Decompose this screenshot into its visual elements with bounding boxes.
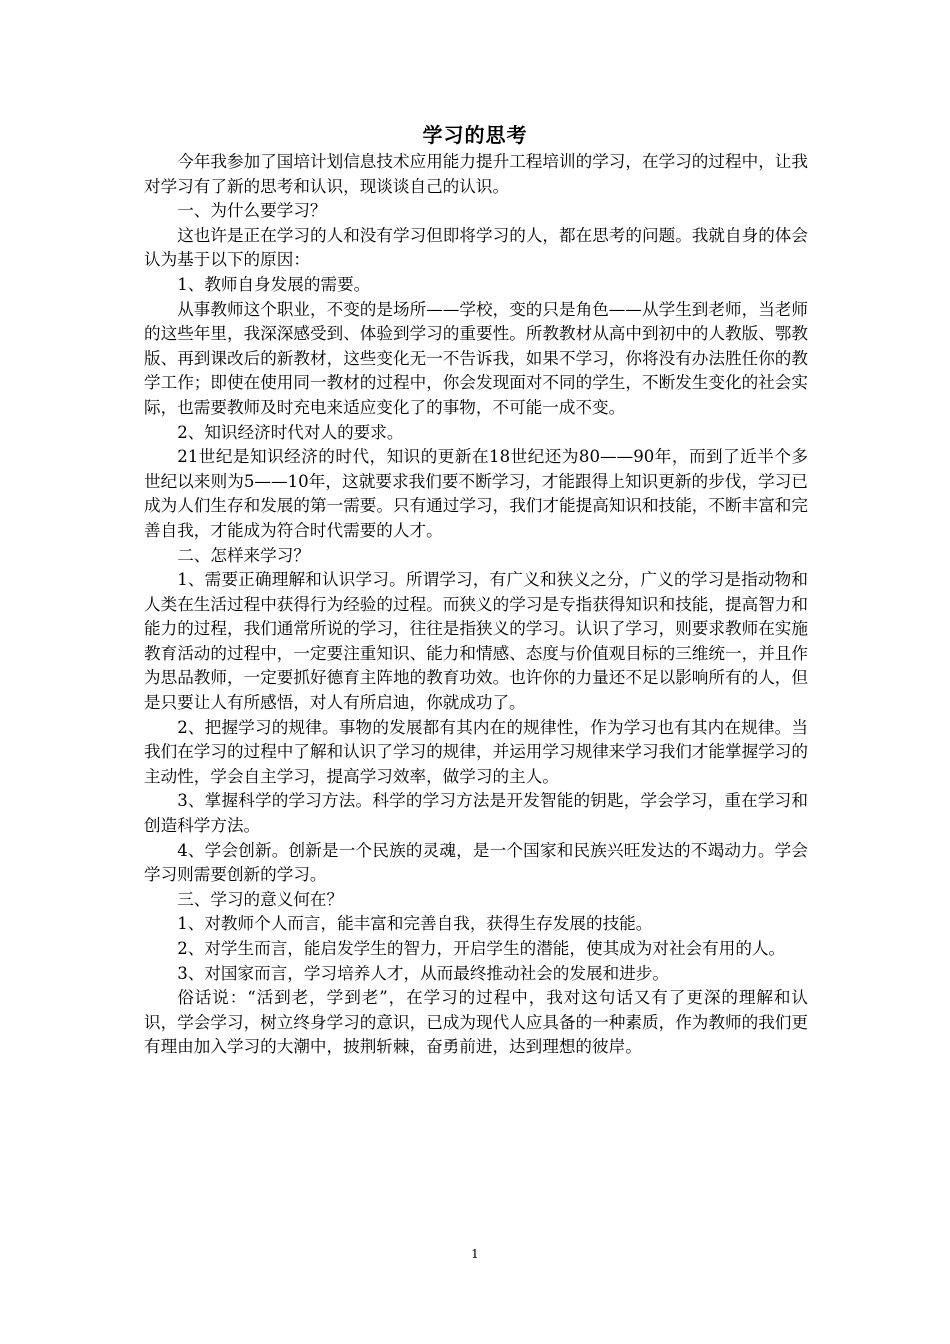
paragraph-knowledge-economy: 21世纪是知识经济的时代，知识的更新在18世纪还为80——90年，而到了近半个多世纪以来则为5——10年，这就要求我们要不断学习，才能跟得上知识更新的步伐，学习已成为人们生存和发展的第一需要。只有通过学习，我们才能提高知识和技能，不断丰富和完善自我，才能成为符合时代需要的人才。 xyxy=(144,447,808,540)
paragraph-why-learn: 这也许是正在学习的人和没有学习但即将学习的人，都在思考的问题。我就自身的体会认为基于以下的原因： xyxy=(144,225,808,270)
paragraph-meaning-country: 3、对国家而言，学习培养人才，从而最终推动社会的发展和进步。 xyxy=(177,963,669,983)
paragraph-teacher-development: 从事教师这个职业，不变的是场所——学校，变的只是角色——从学生到老师，当老师的这些年里，我深深感受到、体验到学习的重要性。所教教材从高中到初中的人教版、鄂教版、再到课改后的新教材，这些变化无一不告诉我，如果不学习，你将没有办法胜任你的教学工作；即使在使用同一教材的过程中，你会发现面对不同的学生，不断发生变化的社会实际，也需要教师及时充电来适应变化了的事物，不可能一成不变。 xyxy=(144,299,808,417)
paragraph-learning-methods: 3、掌握科学的学习方法。科学的学习方法是开发智能的钥匙，学会学习，重在学习和创造科学方法。 xyxy=(144,791,808,836)
section-heading-why-learn: 一、为什么要学习？ xyxy=(177,201,327,221)
paragraph-understand-learning: 1、需要正确理解和认识学习。所谓学习，有广义和狭义之分，广义的学习是指动物和人类在生活过程中获得行为经验的过程。而狭义的学习是专指获得知识和技能，提高智力和能力的过程，我们通常所说的学习，往往是指狭义的学习。认识了学习，则要求教师在实施教育活动的过程中，一定要注重知识、能力和情感、态度与价值观目标的三维统一，并且作为思品教师，一定要抓好德育主阵地的教育功效。也许你的力量还不足以影响所有的人，但是只要让人有所感悟，对人有所启迪，你就成功了。 xyxy=(144,570,808,713)
section-heading-meaning: 三、学习的意义何在？ xyxy=(177,889,344,909)
paragraph-innovation: 4、学会创新。创新是一个民族的灵魂，是一个国家和民族兴旺发达的不竭动力。学会学习则需要创新的学习。 xyxy=(144,840,808,885)
paragraph-learning-rules: 2、把握学习的规律。事物的发展都有其内在的规律性，作为学习也有其内在规律。当我们在学习的过程中了解和认识了学习的规律，并运用学习规律来学习我们才能掌握学习的主动性，学会自主学习，提高学习效率，做学习的主人。 xyxy=(144,717,808,786)
paragraph-intro: 今年我参加了国培计划信息技术应用能力提升工程培训的学习，在学习的过程中，让我对学习有了新的思考和认识，现谈谈自己的认识。 xyxy=(144,152,808,196)
subheading-knowledge-economy: 2、知识经济时代对人的要求。 xyxy=(177,422,404,442)
page-number: 1 xyxy=(471,1247,479,1261)
document-body xyxy=(144,150,808,1060)
paragraph-meaning-teacher: 1、对教师个人而言，能丰富和完善自我，获得生存发展的技能。 xyxy=(177,914,653,934)
paragraph-meaning-student: 2、对学生而言，能启发学生的智力，开启学生的潜能，使其成为对社会有用的人。 xyxy=(177,939,786,958)
document-title: 学习的思考 xyxy=(422,123,528,147)
paragraph-conclusion: 俗话说：“活到老，学到老”，在学习的过程中，我对这句话又有了更深的理解和认识，学会学习，树立终身学习的意识，已成为现代人应具备的一种素质，作为教师的我们更有理由加入学习的大潮中，披荆斩棘，奋勇前进，达到理想的彼岸。 xyxy=(144,988,808,1057)
section-heading-how-learn: 二、怎样来学习？ xyxy=(177,545,310,565)
subheading-teacher-development: 1、教师自身发展的需要。 xyxy=(177,274,371,294)
